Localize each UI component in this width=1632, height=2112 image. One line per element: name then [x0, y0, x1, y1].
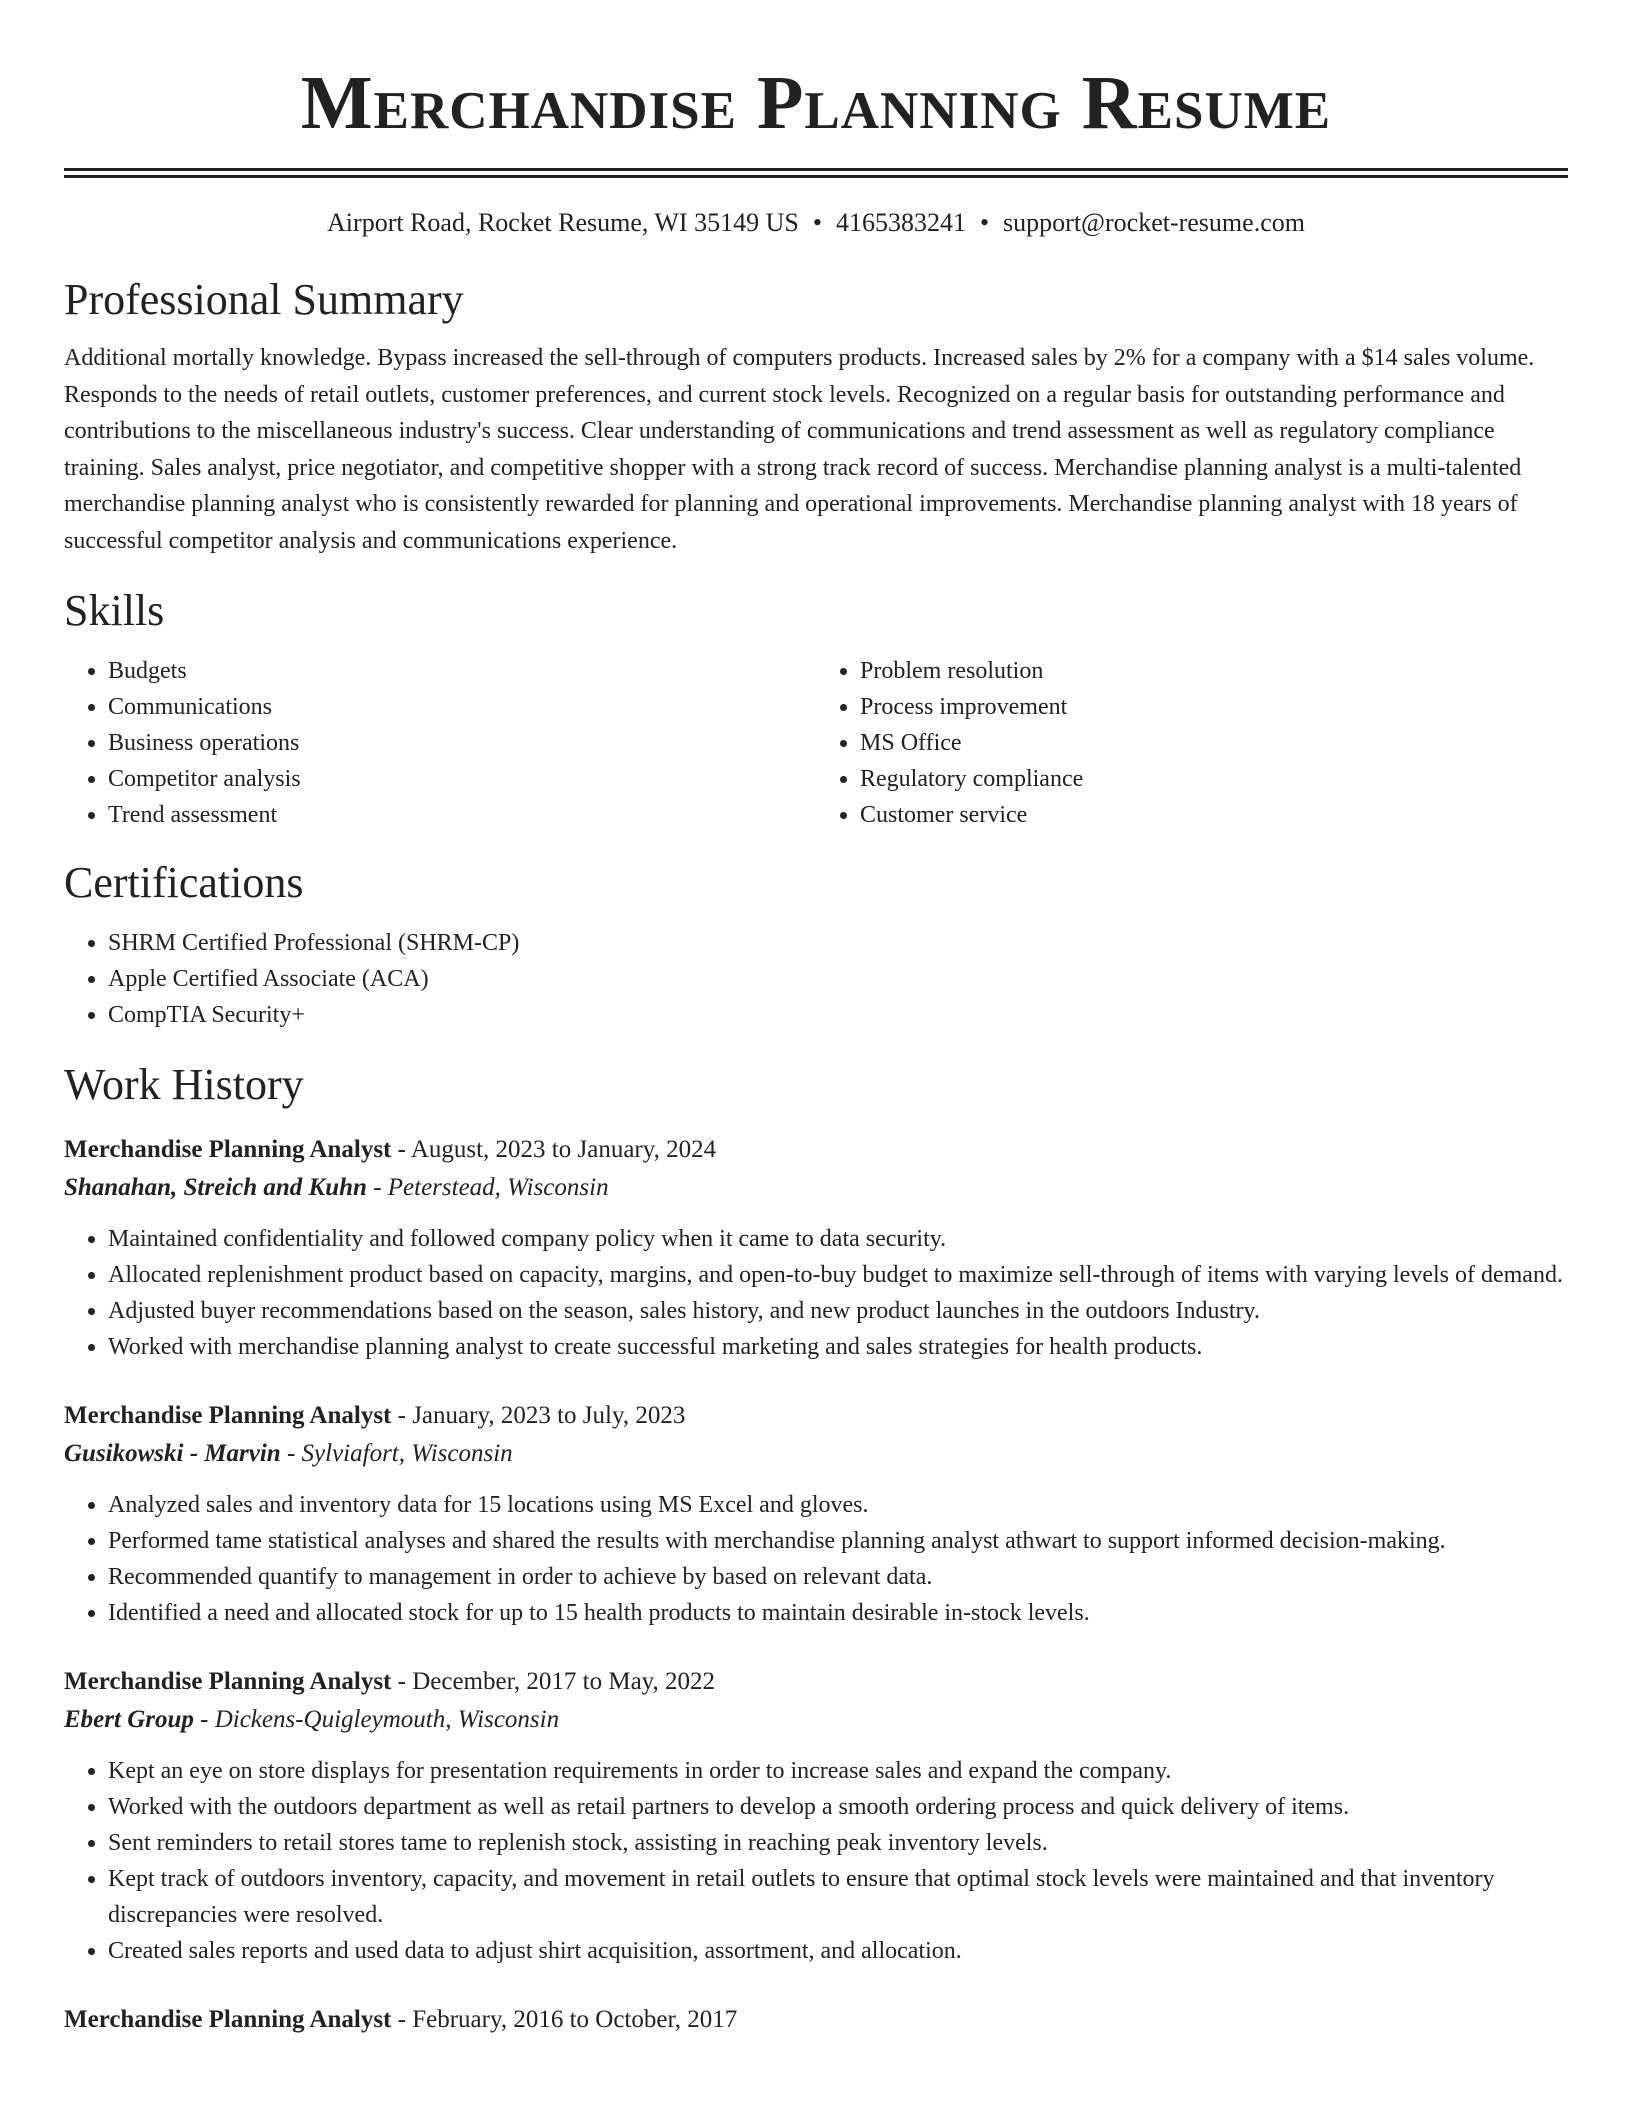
job-location: - Sylviafort, Wisconsin	[280, 1440, 513, 1467]
job-company-line	[64, 1435, 1568, 1473]
job-location: - Peterstead, Wisconsin	[366, 1174, 609, 1201]
work-history-heading: Work History	[64, 1060, 304, 1109]
skill-item: • Communications	[108, 689, 816, 725]
job-bullet: • Allocated replenishment product based on capacity, margins, and open-to-buy budget to maximize sell-through of items with varying levels of demand.	[108, 1257, 1568, 1293]
contact-line	[64, 206, 1568, 240]
job-company-line	[64, 1701, 1568, 1739]
job-title-line	[64, 1131, 1568, 1169]
skill-item: • Customer service	[860, 797, 1568, 833]
job-bullet: • Kept an eye on store displays for presentation requirements in order to increase sales and expand the company.	[108, 1753, 1568, 1789]
contact-address: Airport Road, Rocket Resume, WI 35149 US	[327, 208, 799, 237]
job-dates: - December, 2017 to May, 2022	[391, 1668, 716, 1695]
skill-item: • MS Office	[860, 725, 1568, 761]
job-company-line	[64, 1169, 1568, 1207]
job-dates: - February, 2016 to October, 2017	[391, 2006, 738, 2033]
resume-title: Merchandise Planning Resume	[300, 61, 1332, 145]
skill-item: • Trend assessment	[108, 797, 816, 833]
job-bullets	[64, 1487, 1568, 1631]
job-bullet: • Kept track of outdoors inventory, capacity, and movement in retail outlets to ensure that optimal stock levels were maintained and that inventory discrepancies were resolved.	[108, 1861, 1568, 1933]
job-company: Shanahan, Streich and Kuhn	[64, 1174, 367, 1201]
job-dates: - January, 2023 to July, 2023	[391, 1402, 686, 1429]
job-entry	[64, 2001, 1568, 2039]
job-title-line	[64, 1663, 1568, 1701]
certification-item: • CompTIA Security+	[108, 997, 1568, 1033]
resume-page	[64, 0, 1568, 2039]
job-bullet: • Adjusted buyer recommendations based on the season, sales history, and new product launches in the outdoors Industry.	[108, 1293, 1568, 1329]
job-bullets	[64, 1221, 1568, 1365]
skill-item: • Process improvement	[860, 689, 1568, 725]
job-entry	[64, 1663, 1568, 1969]
job-dates: - August, 2023 to January, 2024	[391, 1136, 717, 1163]
summary-text: Additional mortally knowledge. Bypass increased the sell-through of computers products. Increased sales by 2% for a company with a $14 sales volume. Responds to the needs of retail outlets, customer preferences, and current stock levels. Recognized on a regular basis for outstanding performance and contributions to the miscellaneous industry's success. Clear understanding of communications and trend assessment as well as regulatory compliance training. Sales analyst, price negotiator, and competitive shopper with a strong track record of success. Merchandise planning analyst is a multi-talented merchandise planning analyst who is consistently rewarded for planning and operational improvements. Merchandise planning analyst with 18 years of successful competitor analysis and communications experience.	[64, 345, 1535, 554]
title-divider	[64, 168, 1568, 178]
summary-heading: Professional Summary	[64, 275, 464, 324]
job-bullet: • Worked with the outdoors department as well as retail partners to develop a smooth ordering process and quick delivery of items.	[108, 1789, 1568, 1825]
job-bullet: • Sent reminders to retail stores tame to replenish stock, assisting in reaching peak inventory levels.	[108, 1825, 1568, 1861]
job-title-line	[64, 2001, 1568, 2039]
certification-item: • SHRM Certified Professional (SHRM-CP)	[108, 925, 1568, 961]
skills-list-left	[64, 653, 816, 833]
certification-item: • Apple Certified Associate (ACA)	[108, 961, 1568, 997]
job-bullet: • Recommended quantify to management in order to achieve by based on relevant data.	[108, 1559, 1568, 1595]
skill-item: • Budgets	[108, 653, 816, 689]
job-bullet: • Worked with merchandise planning analyst to create successful marketing and sales strategies for health products.	[108, 1329, 1568, 1365]
skill-item: • Problem resolution	[860, 653, 1568, 689]
job-entry	[64, 1131, 1568, 1365]
job-role: Merchandise Planning Analyst	[64, 1402, 392, 1429]
skills-list-right	[816, 653, 1568, 833]
job-role: Merchandise Planning Analyst	[64, 1136, 392, 1163]
job-role: Merchandise Planning Analyst	[64, 2006, 392, 2033]
certifications-list	[64, 925, 1568, 1033]
job-company: Gusikowski - Marvin	[64, 1440, 281, 1467]
skill-item: • Regulatory compliance	[860, 761, 1568, 797]
job-bullets	[64, 1753, 1568, 1969]
contact-separator: •	[979, 208, 990, 237]
job-title-line	[64, 1397, 1568, 1435]
job-bullet: • Created sales reports and used data to adjust shirt acquisition, assortment, and allocation.	[108, 1933, 1568, 1969]
skill-item: • Competitor analysis	[108, 761, 816, 797]
contact-separator: •	[812, 208, 822, 237]
job-location: - Dickens-Quigleymouth, Wisconsin	[193, 1706, 560, 1733]
job-bullet: • Identified a need and allocated stock for up to 15 health products to maintain desirable in-stock levels.	[108, 1595, 1568, 1631]
contact-email[interactable]: support@rocket-resume.com	[1003, 208, 1305, 237]
certifications-heading: Certifications	[64, 858, 304, 907]
skills-heading: Skills	[64, 586, 165, 635]
job-entry	[64, 1397, 1568, 1631]
job-bullet: • Performed tame statistical analyses and shared the results with merchandise planning analyst athwart to support informed decision-making.	[108, 1523, 1568, 1559]
job-role: Merchandise Planning Analyst	[64, 1668, 392, 1695]
job-bullet: • Analyzed sales and inventory data for 15 locations using MS Excel and gloves.	[108, 1487, 1568, 1523]
skill-item: • Business operations	[108, 725, 816, 761]
job-company: Ebert Group	[64, 1706, 194, 1733]
job-bullet: • Maintained confidentiality and followed company policy when it came to data security.	[108, 1221, 1568, 1257]
contact-phone: 4165383241	[835, 208, 966, 237]
skills-columns	[64, 653, 1568, 833]
